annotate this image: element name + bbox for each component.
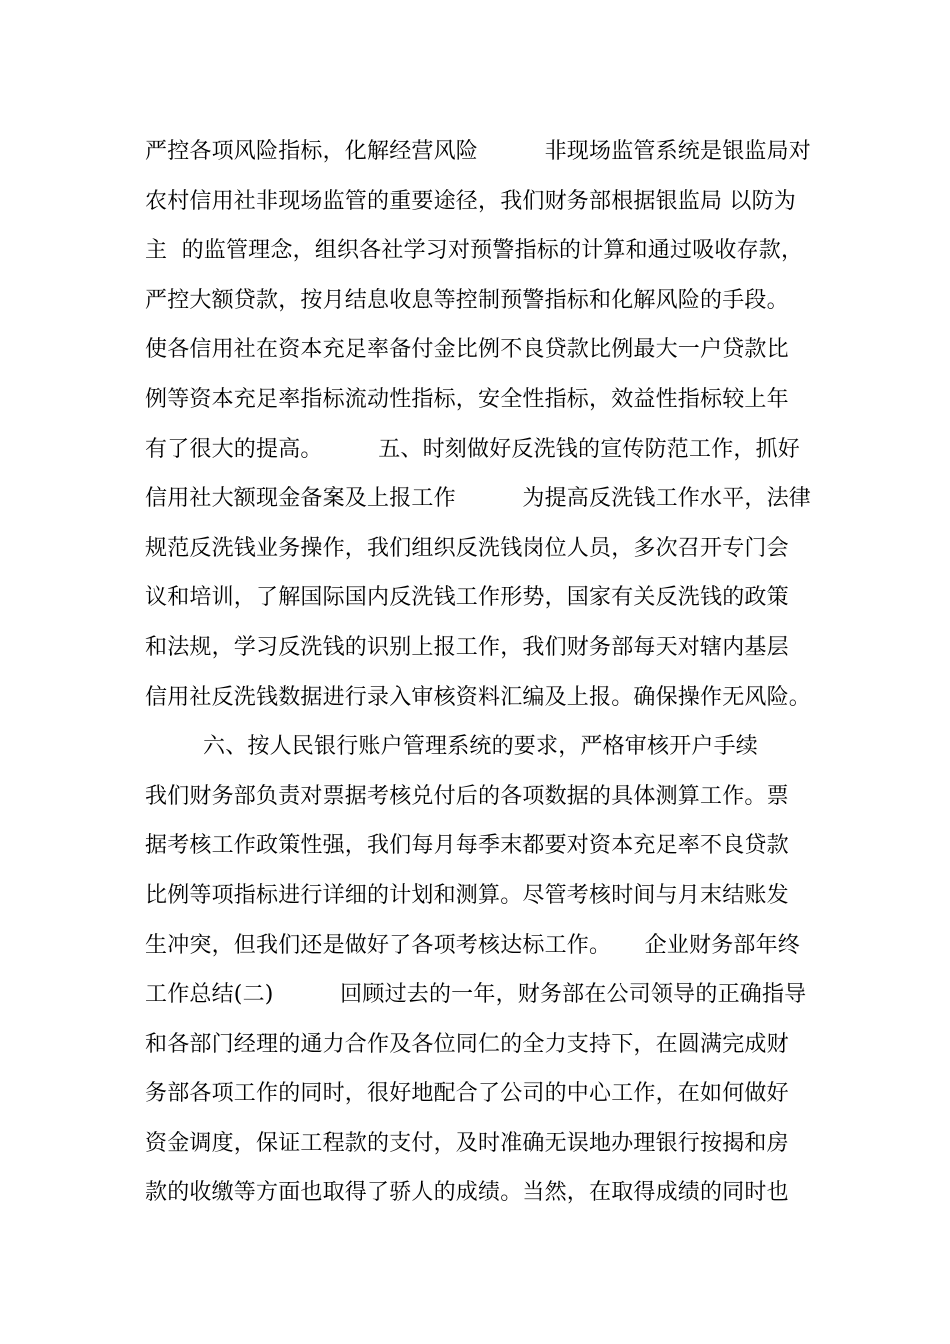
- text-line-1: 严控各项风险指标，化解经营风险 非现场监管系统是银监局对: [145, 139, 812, 164]
- text-line-12: 信用社反洗钱数据进行录入审核资料汇编及上报。确保操作无风险。: [145, 684, 812, 710]
- text-line-3: 主 的监管理念，组织各社学习对预警指标的计算和通过吸收存款，: [145, 238, 804, 264]
- text-line-17: 生冲突，但我们还是做好了各项考核达标工作。 企业财务部年终: [145, 932, 801, 958]
- text-line-19: 和各部门经理的通力合作及各位同仁的全力支持下，在圆满完成财: [145, 1031, 789, 1057]
- text-line-13: 六、按人民银行账户管理系统的要求，严格审核开户手续: [203, 734, 759, 760]
- body-text: [145, 133, 835, 1224]
- text-line-9: 规范反洗钱业务操作，我们组织反洗钱岗位人员，多次召开专门会: [145, 535, 789, 561]
- text-line-21: 资金调度，保证工程款的支付，及时准确无误地办理银行按揭和房: [145, 1130, 789, 1156]
- text-line-5: 使各信用社在资本充足率备付金比例不良贷款比例最大一户贷款比: [145, 337, 789, 363]
- text-line-14: 我们财务部负责对票据考核兑付后的各项数据的具体测算工作。票: [145, 783, 789, 809]
- text-line-22: 款的收缴等方面也取得了骄人的成绩。当然，在取得成绩的同时也: [145, 1180, 789, 1206]
- text-line-18: 工作总结(二) 回顾过去的一年，财务部在公司领导的正确指导: [145, 982, 807, 1008]
- text-line-4: 严控大额贷款，按月结息收息等控制预警指标和化解风险的手段。: [145, 287, 789, 313]
- text-line-11: 和法规，学习反洗钱的识别上报工作，我们财务部每天对辖内基层: [145, 634, 789, 660]
- text-line-10: 议和培训，了解国际国内反洗钱工作形势，国家有关反洗钱的政策: [145, 585, 789, 611]
- text-line-16: 比例等项指标进行详细的计划和测算。尽管考核时间与月末结账发: [145, 882, 789, 908]
- text-line-15: 据考核工作政策性强，我们每月每季末都要对资本充足率不良贷款: [145, 833, 789, 859]
- text-line-2: 农村信用社非现场监管的重要途径，我们财务部根据银监局 以防为: [145, 188, 796, 214]
- text-line-20: 务部各项工作的同时，很好地配合了公司的中心工作，在如何做好: [145, 1081, 789, 1107]
- text-line-8: 信用社大额现金备案及上报工作 为提高反洗钱工作水平，法律: [145, 486, 812, 512]
- text-line-7: 有了很大的提高。 五、时刻做好反洗钱的宣传防范工作，抓好: [145, 436, 801, 462]
- text-line-6: 例等资本充足率指标流动性指标，安全性指标，效益性指标较上年: [145, 386, 789, 412]
